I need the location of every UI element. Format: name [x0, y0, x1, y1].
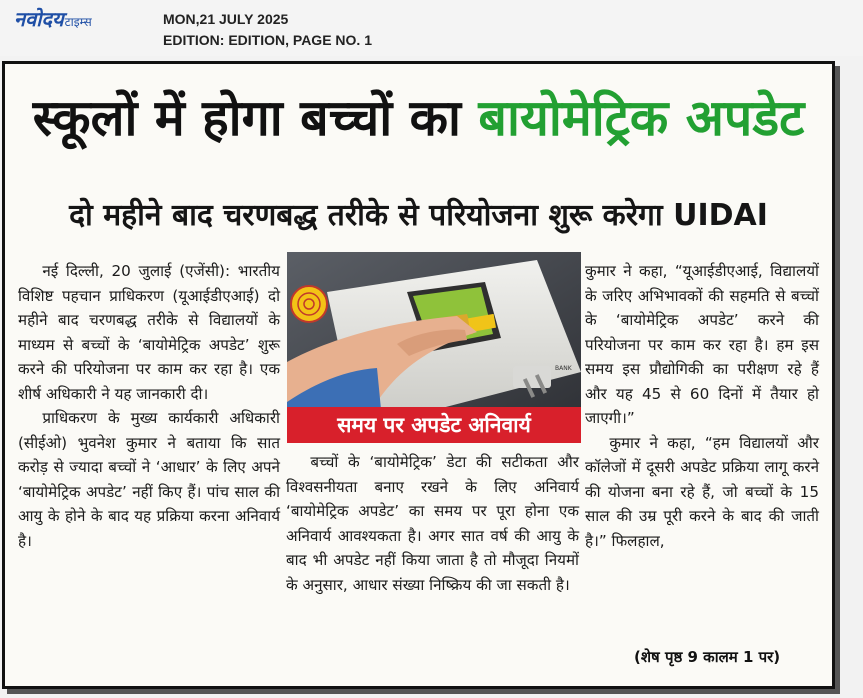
article-column-right — [585, 259, 819, 553]
article-photo — [287, 252, 581, 430]
article-column-middle — [286, 450, 579, 597]
continued-on-page[interactable]: (शेष पृष्ठ 9 कालम 1 पर) — [634, 648, 781, 666]
article-subheadline: दो महीने बाद चरणबद्ध तरीके से परियोजना शुरू करेगा UIDAI — [69, 198, 768, 233]
publication-date: MON,21 JULY 2025 — [163, 11, 289, 27]
edition-page: EDITION: EDITION, PAGE NO. 1 — [163, 32, 372, 48]
headline-green-part: बायोमेट्रिक अपडेट — [478, 89, 805, 147]
biometric-scanner-image — [287, 252, 581, 430]
article-headline — [5, 88, 832, 148]
left-paragraph-1: नई दिल्ली, 20 जुलाई (एजेंसी): भारतीय विशिष्ट पहचान प्राधिकरण (यूआईडीएआई) दो महीने बाद चरणबद्ध तरीके से विद्यालयों के माध्यम से बच्चों के ‘बायोमेट्रिक अपडेट’ शुरू करने की परियोजना पर काम कर रहा है। एक शीर्ष अधिकारी ने यह जानकारी दी। — [18, 262, 280, 403]
left-paragraph-2: प्राधिकरण के मुख्य कार्यकारी अधिकारी (सीईओ) भुवनेश कुमार ने बताया कि सात करोड़ से ज्यादा बच्चों ने ‘आधार’ के लिए अपने ‘बायोमेट्रिक अपडेट’ नहीं किए हैं। पांच साल की आयु के होने के बाद यह प्रक्रिया करना अनिवार्य है। — [18, 409, 280, 550]
photo-caption: समय पर अपडेट अनिवार्य — [287, 407, 581, 443]
middle-paragraph: बच्चों के ‘बायोमेट्रिक’ डेटा की सटीकता और विश्वसनीयता बनाए रखने के लिए अनिवार्य ‘बायोमेट्रिक अपडेट’ का समय पर पूरा होना एक अनिवार्य आवश्यकता है। अगर सात वर्ष की आयु के बाद भी अपडेट नहीं किया जाता है तो मौजूदा नियमों के अनुसार, आधार संख्या निष्क्रिय की जा सकती है। — [286, 453, 579, 594]
newspaper-logo[interactable] — [14, 8, 92, 30]
aadhaar-logo-icon — [291, 286, 327, 322]
photo-box-label: BANK — [555, 365, 572, 372]
edition-info — [163, 9, 372, 51]
logo-sub-text: टाइम्स — [64, 15, 92, 29]
article-column-left — [18, 259, 280, 553]
article-clipping — [2, 61, 835, 689]
masthead-bar — [0, 0, 863, 56]
right-paragraph-2: कुमार ने कहा, “हम विद्यालयों और कॉलेजों में दूसरी अपडेट प्रक्रिया लागू करने की योजना बना रहे हैं, जो बच्चों के 15 साल की उम्र पूरी करने के बाद की जाती है।” फिलहाल, — [585, 433, 819, 550]
clipping-shadow-bottom — [7, 689, 840, 694]
right-paragraph-1: कुमार ने कहा, “यूआईडीएआई, विद्यालयों के जरिए अभिभावकों की सहमति से बच्चों के ‘बायोमेट्रिक अपडेट’ करने की परियोजना पर काम कर रहा है। हम इस समय इस प्रौद्योगिकी का परीक्षण रहे हैं और यह 45 से 60 दिनों में तैयार हो जाएगी।” — [585, 262, 819, 427]
headline-black-part: स्कूलों में होगा बच्चों का — [32, 89, 479, 147]
logo-main-text: नवोदय — [14, 7, 64, 31]
clipping-shadow-right — [835, 66, 840, 689]
